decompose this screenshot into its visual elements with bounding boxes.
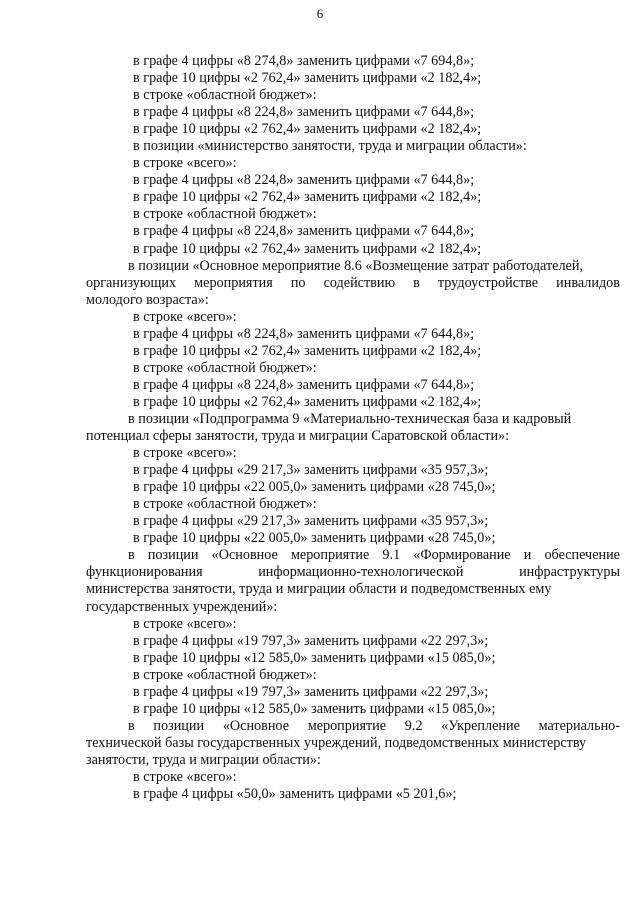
text-line: в строке «всего»: (133, 308, 237, 325)
text-line: в строке «областной бюджет»: (133, 87, 317, 104)
text-line: в строке «областной бюджет»: (133, 666, 317, 683)
text-line: в графе 4 цифры «29 217,3» заменить цифрами «35 957,3»; (133, 462, 489, 479)
text-line: в позиции «Основное мероприятие 9.1 «Формирование и обеспечение (128, 547, 620, 564)
text-line: в позиции «Подпрограмма 9 «Материально-техническая база и кадровый (128, 410, 572, 427)
text-line: занятости, труда и миграции области»: (86, 751, 321, 768)
text-line: в графе 10 цифры «2 762,4» заменить цифрами «2 182,4»; (133, 342, 482, 359)
text-line: государственных учреждений»: (86, 598, 278, 615)
text-line: министерства занятости, труда и миграции области и подведомственных ему (86, 581, 552, 598)
text-line: в графе 4 цифры «8 224,8» заменить цифрами «7 644,8»; (133, 223, 475, 240)
text-line: функционирования информационно-технологической инфраструктуры (86, 564, 620, 581)
text-line: организующих мероприятия по содействию в трудоустройстве инвалидов (86, 274, 620, 291)
text-line: в графе 4 цифры «8 224,8» заменить цифрами «7 644,8»; (133, 376, 475, 393)
text-line: в графе 10 цифры «12 585,0» заменить цифрами «15 085,0»; (133, 700, 496, 717)
text-line: в графе 10 цифры «2 762,4» заменить цифрами «2 182,4»; (133, 240, 482, 257)
text-line: в графе 4 цифры «8 224,8» заменить цифрами «7 644,8»; (133, 172, 475, 189)
text-line: в позиции «министерство занятости, труда и миграции области»: (133, 138, 527, 155)
text-line: в графе 10 цифры «22 005,0» заменить цифрами «28 745,0»; (133, 530, 496, 547)
text-line: в строке «областной бюджет»: (133, 496, 317, 513)
text-line: в позиции «Основное мероприятие 8.6 «Возмещение затрат работодателей, (128, 257, 583, 274)
text-line: в графе 4 цифры «8 224,8» заменить цифрами «7 644,8»; (133, 325, 475, 342)
text-line: в графе 10 цифры «2 762,4» заменить цифрами «2 182,4»; (133, 189, 482, 206)
text-line: в графе 10 цифры «22 005,0» заменить цифрами «28 745,0»; (133, 479, 496, 496)
text-line: в строке «областной бюджет»: (133, 359, 317, 376)
text-line: потенциал сферы занятости, труда и миграции Саратовской области»: (86, 428, 510, 445)
text-line: в графе 4 цифры «8 224,8» заменить цифрами «7 644,8»; (133, 104, 475, 121)
text-line: технической базы государственных учреждений, подведомственных министерству (86, 734, 587, 751)
text-line: в строке «всего»: (133, 445, 237, 462)
text-line: в графе 10 цифры «2 762,4» заменить цифрами «2 182,4»; (133, 70, 482, 87)
text-line: в строке «всего»: (133, 155, 237, 172)
page-number: 6 (316, 6, 324, 21)
text-line: в строке «всего»: (133, 615, 237, 632)
text-line: в графе 10 цифры «2 762,4» заменить цифрами «2 182,4»; (133, 393, 482, 410)
text-line: в графе 4 цифры «29 217,3» заменить цифрами «35 957,3»; (133, 513, 489, 530)
text-line: в графе 10 цифры «12 585,0» заменить цифрами «15 085,0»; (133, 649, 496, 666)
text-line: молодого возраста»: (86, 291, 209, 308)
text-line: в графе 10 цифры «2 762,4» заменить цифрами «2 182,4»; (133, 121, 482, 138)
document-body (86, 53, 620, 803)
text-line: в графе 4 цифры «8 274,8» заменить цифрами «7 694,8»; (133, 53, 475, 69)
text-line: в графе 4 цифры «50,0» заменить цифрами «5 201,6»; (133, 786, 457, 803)
text-line: в строке «всего»: (133, 768, 237, 785)
text-line: в графе 4 цифры «19 797,3» заменить цифрами «22 297,3»; (133, 632, 489, 649)
text-line: в позиции «Основное мероприятие 9.2 «Укрепление материально- (128, 717, 620, 734)
text-line: в графе 4 цифры «19 797,3» заменить цифрами «22 297,3»; (133, 683, 489, 700)
text-line: в строке «областной бюджет»: (133, 206, 317, 223)
